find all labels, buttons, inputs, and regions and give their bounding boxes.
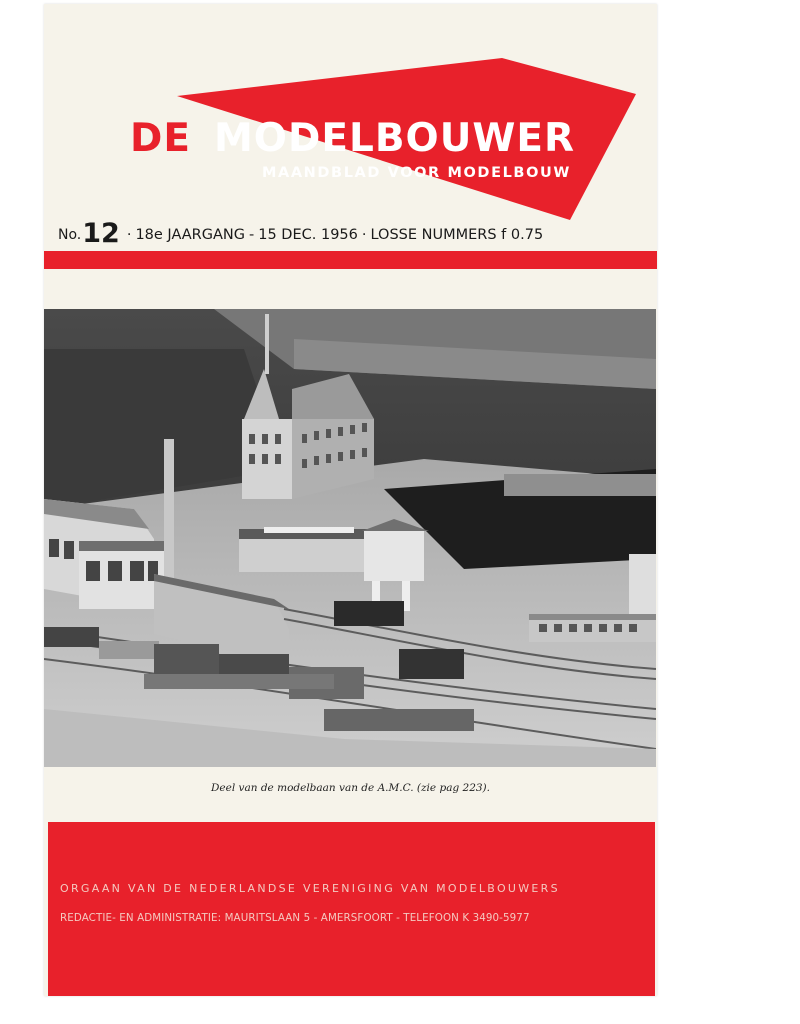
footer-organization: ORGAAN VAN DE NEDERLANDSE VERENIGING VAN MODELBOUWERS [60, 882, 560, 895]
issue-number: 12 [82, 218, 120, 249]
cover-photo [44, 309, 656, 767]
issue-separator: · [126, 227, 132, 243]
masthead-subtitle: MAANDBLAD VOOR MODELBOUW [262, 165, 571, 181]
issue-volume: 18e JAARGANG [135, 227, 245, 243]
footer-red-block [48, 822, 655, 996]
masthead [44, 4, 657, 244]
issue-number-label: No. [58, 227, 82, 243]
issue-separator: · [361, 227, 367, 243]
issue-date: 15 DEC. 1956 [258, 227, 358, 243]
footer-address: REDACTIE- EN ADMINISTRATIE: MAURITSLAAN 5 - AMERSFOORT - TELEFOON K 3490-5977 [60, 912, 530, 924]
issue-info [58, 218, 648, 249]
masthead-title-prefix: DE [130, 116, 192, 161]
red-divider-bar [44, 251, 657, 269]
magazine-cover [44, 4, 657, 996]
masthead-title: MODELBOUWER [214, 116, 576, 161]
issue-price: LOSSE NUMMERS f 0.75 [370, 227, 544, 243]
issue-separator: - [249, 227, 255, 243]
model-railway-photo [44, 309, 656, 767]
photo-caption: Deel van de modelbaan van de A.M.C. (zie pag 223). [211, 782, 490, 794]
